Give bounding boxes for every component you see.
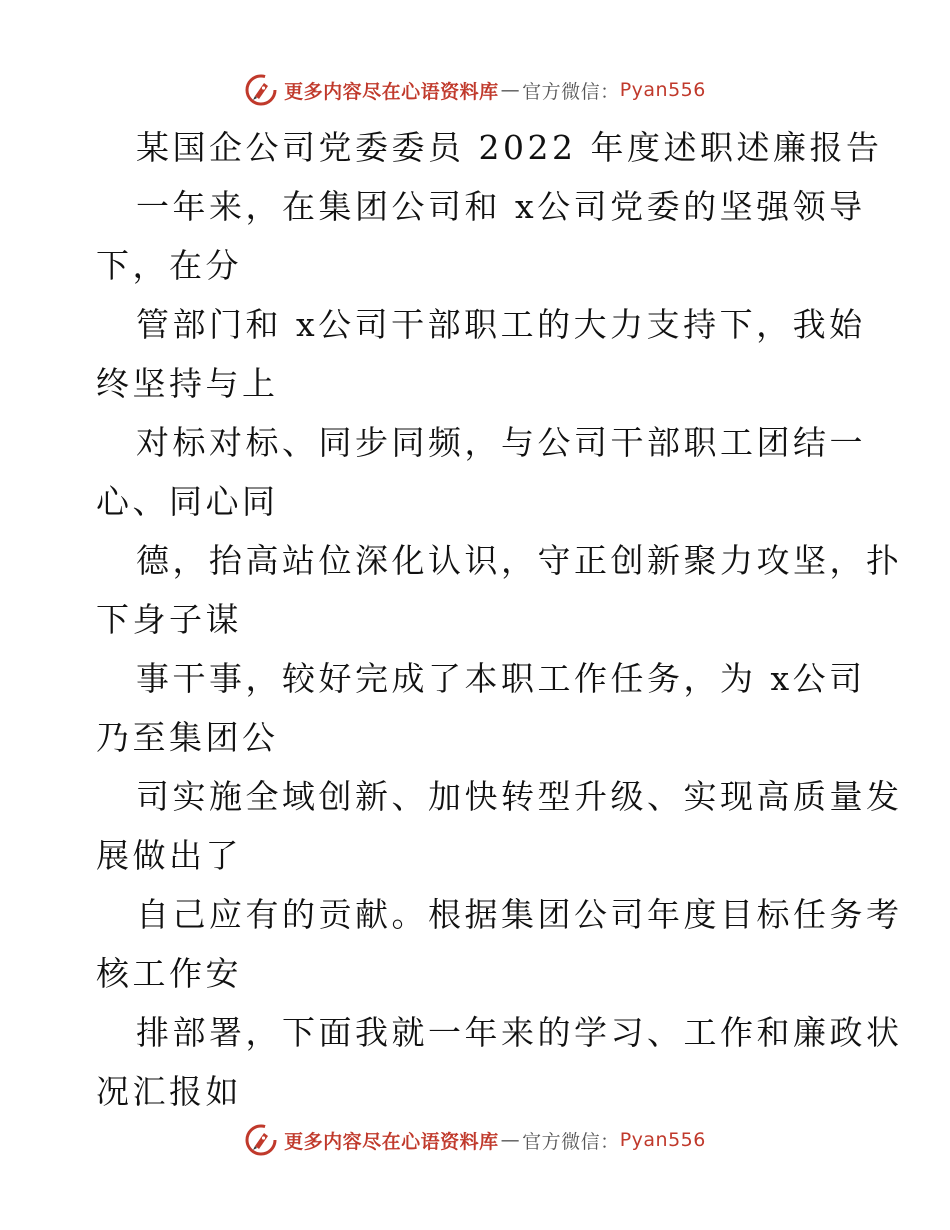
text-line: 核工作安: [96, 954, 242, 993]
watermark-wechat-id: Pyan556: [619, 79, 706, 101]
text-line: 管部门和 x公司干部职工的大力支持下，我始: [136, 305, 866, 344]
watermark-label: 官方微信：: [522, 1130, 620, 1153]
text-line: 德，抬高站位深化认识，守正创新聚力攻坚，扑: [136, 541, 903, 580]
watermark-wechat-id: Pyan556: [619, 1129, 706, 1151]
text-line: 下身子谋: [96, 600, 242, 639]
text-line: 下，在分: [96, 246, 242, 285]
document-title: 某国企公司党委委员 2022 年度述职述廉报告: [136, 128, 883, 167]
watermark-label: 官方微信：: [522, 80, 620, 103]
text-line: 况汇报如: [96, 1072, 242, 1111]
watermark-banner-top: [0, 70, 950, 110]
text-line: 心、同心同: [96, 482, 279, 521]
watermark-dash: —: [500, 79, 521, 101]
text-line: 司实施全域创新、加快转型升级、实现高质量发: [136, 777, 903, 816]
text-line: 对标对标、同步同频，与公司干部职工团结一: [136, 423, 866, 462]
text-line: 展做出了: [96, 836, 242, 875]
pen-nib-logo-icon: [244, 1123, 278, 1157]
pen-nib-logo-icon: [244, 73, 278, 107]
watermark-main-text: 更多内容尽在心语资料库: [284, 80, 499, 103]
document-lines: [96, 177, 903, 1121]
text-line: 排部署，下面我就一年来的学习、工作和廉政状: [136, 1013, 903, 1052]
text-line: 一年来，在集团公司和 x公司党委的坚强领导: [136, 187, 866, 226]
text-line: 事干事，较好完成了本职工作任务，为 x公司: [136, 659, 866, 698]
text-line: 乃至集团公: [96, 718, 279, 757]
text-line: 终坚持与上: [96, 364, 279, 403]
watermark-main-text: 更多内容尽在心语资料库: [284, 1130, 499, 1153]
text-line: 自己应有的贡献。根据集团公司年度目标任务考: [136, 895, 903, 934]
document-body: [96, 118, 903, 1121]
watermark-banner-bottom: [0, 1120, 950, 1160]
watermark-dash: —: [500, 1129, 521, 1151]
